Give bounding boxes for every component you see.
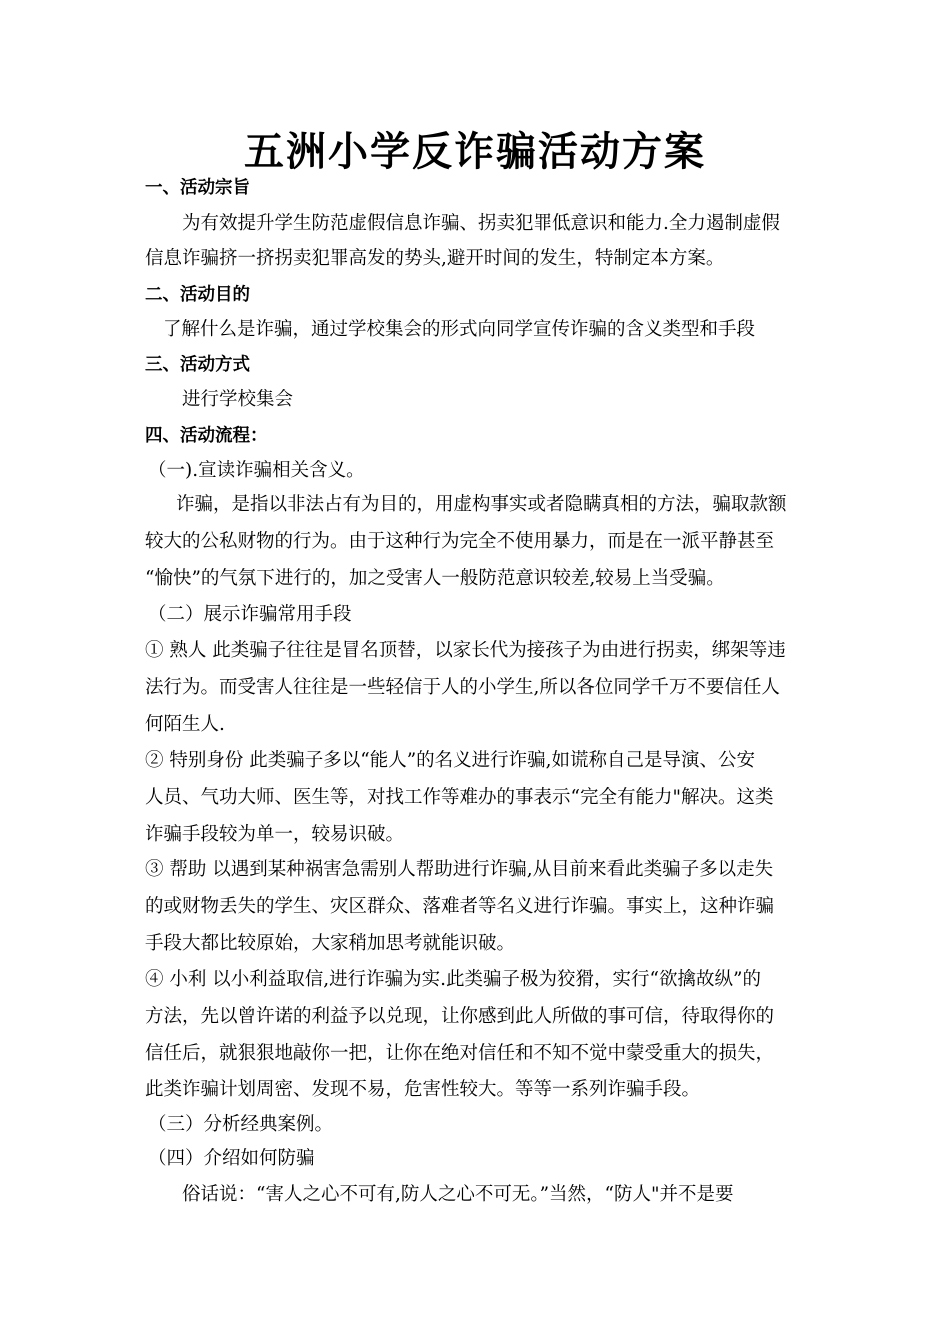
paragraph-line: 进行学校集会: [182, 389, 294, 410]
paragraph-line: 较大的公私财物的行为。由于这种行为完全不使用暴力，而是在一派平静甚至: [145, 531, 775, 552]
list-item-line: 方法，先以曾许诺的利益予以兑现，让你感到此人所做的事可信，待取得你的: [145, 1006, 775, 1027]
list-item-line: ④ 小利 以小利益取信,进行诈骗为实.此类骗子极为狡猾，实行“欲擒故纵”的: [145, 969, 761, 990]
subheading-definition: （一).宣读诈骗相关含义。: [148, 460, 365, 481]
paragraph-line: 为有效提升学生防范虚假信息诈骗、拐卖犯罪低意识和能力.全力遏制虚假: [182, 213, 780, 234]
document-title: 五洲小学反诈骗活动方案: [244, 128, 706, 175]
list-item-line: 信任后，就狠狠地敲你一把，让你在绝对信任和不知不觉中蒙受重大的损失，: [145, 1043, 775, 1064]
paragraph-line: 了解什么是诈骗，通过学校集会的形式向同学宣传诈骗的含义类型和手段: [163, 319, 756, 340]
section-heading-method: 三、活动方式: [145, 355, 250, 375]
list-item-line: ③ 帮助 以遇到某种祸害急需别人帮助进行诈骗,从目前来看此类骗子多以走失: [145, 859, 774, 880]
section-heading-goal: 二、活动目的: [145, 285, 250, 305]
section-heading-purpose: 一、活动宗旨: [145, 178, 250, 198]
subheading-cases: （三）分析经典案例。: [148, 1114, 334, 1135]
paragraph-line: 诈骗，是指以非法占有为目的，用虚构事实或者隐瞒真相的方法，骗取款额: [176, 494, 787, 515]
list-item-line: ① 熟人 此类骗子往往是冒名顶替，以家长代为接孩子为由进行拐卖，绑架等违: [145, 640, 786, 661]
subheading-methods: （二）展示诈骗常用手段: [148, 604, 352, 625]
list-item-line: 何陌生人.: [145, 714, 225, 735]
subheading-prevention: （四）介绍如何防骗: [148, 1148, 315, 1169]
list-item-line: 手段大都比较原始，大家稍加思考就能识破。: [145, 933, 516, 954]
list-item-line: ② 特别身份 此类骗子多以“能人”的名义进行诈骗,如谎称自己是导演、公安: [145, 750, 756, 771]
section-heading-process: 四、活动流程：: [145, 426, 268, 446]
paragraph-line: “愉快”的气氛下进行的，加之受害人一般防范意识较差,较易上当受骗。: [145, 568, 725, 589]
list-item-line: 人员、气功大师、医生等，对找工作等难办的事表示“完全有能力"解决。这类: [145, 787, 774, 808]
list-item-line: 诈骗手段较为单一，较易识破。: [145, 824, 405, 845]
list-item-line: 此类诈骗计划周密、发现不易，危害性较大。等等一系列诈骗手段。: [145, 1079, 701, 1100]
paragraph-line: 信息诈骗挤一挤拐卖犯罪高发的势头,避开时间的发生，特制定本方案。: [145, 248, 725, 269]
paragraph-line: 俗话说：“害人之心不可有,防人之心不可无。”当然，“防人"并不是要: [182, 1184, 734, 1205]
list-item-line: 法行为。而受害人往往是一些轻信于人的小学生,所以各位同学千万不要信任人: [145, 677, 780, 698]
list-item-line: 的或财物丢失的学生、灾区群众、落难者等名义进行诈骗。事实上，这种诈骗: [145, 896, 775, 917]
